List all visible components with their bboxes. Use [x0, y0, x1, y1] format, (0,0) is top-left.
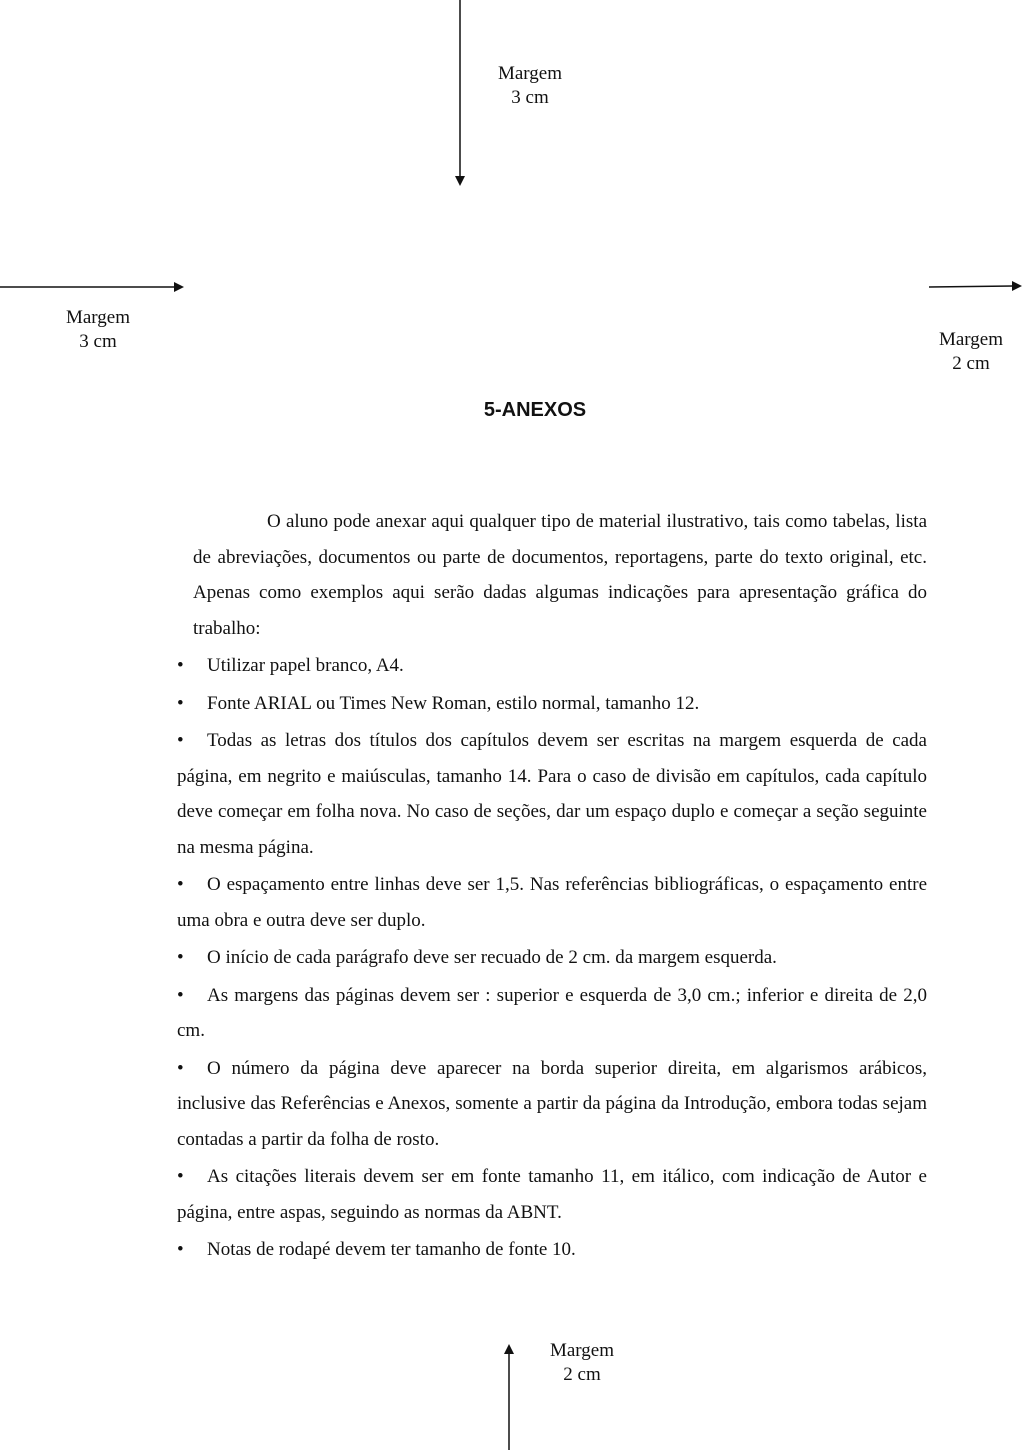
bottom-margin-label: [522, 1339, 642, 1387]
list-item-text: O número da página deve aparecer na borda superior direita, em algarismos arábicos, inclusive das Referências e Anexos, somente a partir da página da Introdução, embora todas sejam contadas a partir da folha de rosto.: [177, 1057, 927, 1150]
bullet-icon: •: [177, 730, 184, 751]
bottom-margin-label-line2: 2 cm: [563, 1364, 601, 1385]
left-margin-label: [38, 306, 158, 354]
bullet-icon: •: [177, 655, 184, 676]
top-margin-label-line1: Margem: [497, 63, 563, 84]
right-margin-label-line1: Margem: [938, 329, 1004, 350]
list-item: [177, 940, 927, 976]
left-margin-label-line1: Margem: [65, 307, 131, 328]
right-margin-label-line2: 2 cm: [952, 353, 990, 374]
list-item-text: As citações literais devem ser em fonte tamanho 11, em itálico, com indicação de Autor e página, entre aspas, seguindo as normas da ABNT.: [177, 1166, 927, 1223]
list-item-text: Todas as letras dos títulos dos capítulos devem ser escritas na margem esquerda de cada página, em negrito e maiúsculas, tamanho 14. Para o caso de divisão em capítulos, cada capítulo deve começar em folha nova. No caso de seções, dar um espaço duplo e começar a seção seguinte na mesma página.: [177, 730, 927, 858]
intro-paragraph: O aluno pode anexar aqui qualquer tipo de material ilustrativo, tais como tabelas, lista de abreviações, documentos ou parte de documentos, reportagens, parte do texto original, etc. Apenas como exemplos aqui serão dadas algumas indicações para apresentação gráfica do trabalho:: [193, 511, 927, 639]
left-margin-label-line2: 3 cm: [79, 331, 117, 352]
bullet-icon: •: [177, 874, 184, 895]
list-item-text: As margens das páginas devem ser : superior e esquerda de 3,0 cm.; inferior e direita de 2,0 cm.: [177, 984, 927, 1041]
guidelines-list: [177, 648, 927, 1270]
list-item: [177, 686, 927, 722]
list-item: [177, 1159, 927, 1230]
bottom-margin-arrow: [504, 1344, 514, 1450]
list-item-text: Notas de rodapé devem ter tamanho de fonte 10.: [207, 1239, 576, 1260]
bullet-icon: •: [177, 984, 184, 1006]
left-margin-arrow: [0, 282, 184, 292]
bottom-margin-label-line1: Margem: [549, 1340, 615, 1361]
list-item: [177, 867, 927, 938]
section-title: 5-ANEXOS: [483, 399, 587, 421]
list-item-text: O início de cada parágrafo deve ser recuado de 2 cm. da margem esquerda.: [207, 947, 777, 968]
bullet-icon: •: [177, 1239, 184, 1260]
top-margin-arrow: [455, 0, 465, 186]
right-margin-label: [911, 328, 1024, 376]
list-item: [177, 1232, 927, 1268]
bullet-icon: •: [177, 947, 184, 968]
top-margin-label-line2: 3 cm: [511, 87, 549, 108]
list-item: [177, 978, 927, 1049]
list-item: [177, 648, 927, 684]
list-item-text: Utilizar papel branco, A4.: [207, 655, 404, 676]
bullet-icon: •: [177, 692, 184, 714]
list-item-text: Fonte ARIAL ou Times New Roman, estilo normal, tamanho 12.: [207, 692, 700, 714]
bullet-icon: •: [177, 1166, 184, 1187]
right-margin-arrow: [929, 281, 1022, 291]
bullet-icon: •: [177, 1057, 184, 1079]
list-item: [177, 1051, 927, 1158]
list-item: [177, 723, 927, 865]
top-margin-label: [470, 62, 590, 110]
list-item-text: O espaçamento entre linhas deve ser 1,5. Nas referências bibliográficas, o espaçamento entre uma obra e outra deve ser duplo.: [177, 874, 927, 931]
